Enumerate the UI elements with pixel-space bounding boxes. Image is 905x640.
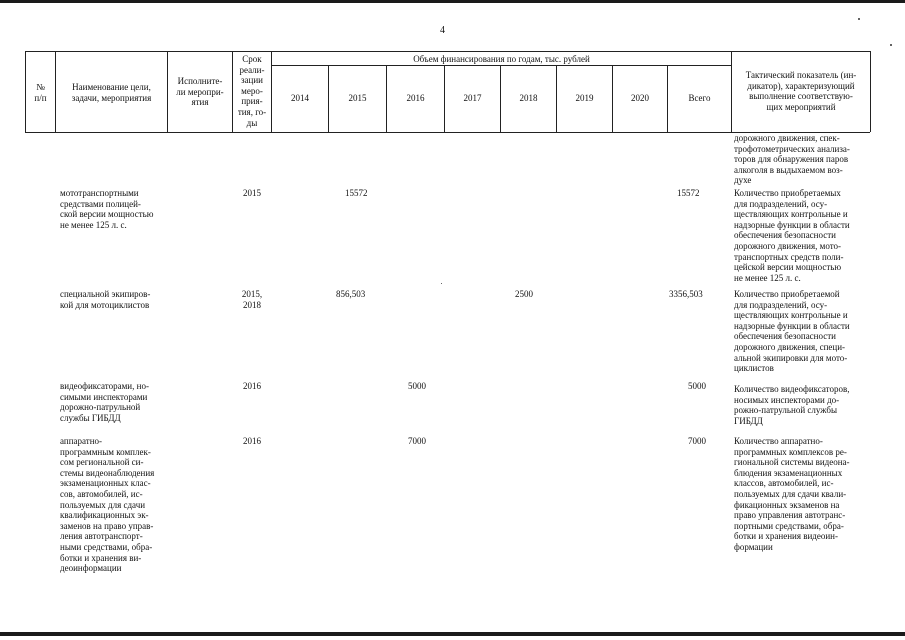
row-term: 2015, 2018 xyxy=(241,289,263,310)
header-year: 2014 xyxy=(291,93,309,103)
header-funding: Объем финансирования по годам, тыс. рублей xyxy=(413,54,590,64)
header-year: 2018 xyxy=(519,93,538,103)
header-indicator: Тактический показатель (ин- дикатор), характеризующий выполнение соответствую- щих мероприятий xyxy=(745,70,857,112)
scan-bottom-border xyxy=(0,632,905,636)
scan-speck xyxy=(441,283,442,284)
row-term: 2016 xyxy=(243,436,261,446)
row-indicator: Количество аппаратно- программных комплексов ре- гиональной системы видеона- блюдения экзаменационных классов, автомобилей, ис- пользуемых для сдачи квали- фикационных экзаменов на право управления автотранс- портными средствами, обра- ботки и хранения видеоин- формации xyxy=(734,436,850,552)
header-year: 2019 xyxy=(575,93,594,103)
row-indicator: Количество видеофиксаторов, носимых инспекторами до- рожно-патрульной службы ГИБДД xyxy=(734,384,850,426)
header-year: 2017 xyxy=(463,93,482,103)
row-name: видеофиксаторами, но- симыми инспекторами дорожно-патрульной службы ГИБДД xyxy=(60,381,149,423)
row-indicator: Количество приобретаемой для подразделений, осу- ществляющих контрольные и надзорные функции в области обеспечения безопасности дорожного движения, специ- альной экипировки для мото- циклистов xyxy=(734,289,850,374)
row-value-2015: 856,503 xyxy=(336,289,366,299)
row-total: 15572 xyxy=(677,188,700,198)
carryover-indicator-text: дорожного движения, спек- трофотометрических анализа- торов для обнаружения паров алкоголя в выдыхаемом воз- духе xyxy=(734,133,850,186)
row-value-2018: 2500 xyxy=(515,289,533,299)
row-indicator: Количество приобретаемых для подразделений, осу- ществляющих контрольные и надзорные функции в области обеспечения безопасности дорожного движения, мото- транспортных средств поли- цейской версии мощностью не менее 125 л. с. xyxy=(734,188,850,283)
header-year: 2015 xyxy=(348,93,367,103)
header-year: 2016 xyxy=(406,93,425,103)
row-name: мототранспортными средствами полицей- ской версии мощностью не менее 125 л. с. xyxy=(60,188,154,230)
row-value-2016: 5000 xyxy=(408,381,426,391)
header-total: Всего xyxy=(688,93,711,103)
header-term: Срок реали- зации меро- прия- тия, го- ды xyxy=(237,54,267,128)
scan-speck xyxy=(858,18,860,20)
row-term: 2015 xyxy=(243,188,261,198)
row-total: 3356,503 xyxy=(669,289,703,299)
header-executor: Исполните- ли меропри- ятия xyxy=(176,76,224,108)
scan-speck xyxy=(890,44,892,46)
header-year: 2020 xyxy=(631,93,649,103)
page-number: 4 xyxy=(440,25,445,36)
header-name: Наименование цели, задачи, мероприятия xyxy=(71,82,152,103)
row-value-2015: 15572 xyxy=(345,188,368,198)
row-total: 7000 xyxy=(688,436,706,446)
header-number: № п/п xyxy=(34,82,47,103)
row-name: специальной экипиров- кой для мотоциклистов xyxy=(60,289,151,310)
row-term: 2016 xyxy=(243,381,261,391)
scan-top-border xyxy=(0,0,905,3)
row-value-2016: 7000 xyxy=(408,436,426,446)
row-total: 5000 xyxy=(688,381,706,391)
row-name: аппаратно- программным комплек- сом региональной си- стемы видеонаблюдения экзаменационных клас- сов, автомобилей, ис- пользуемых для сдачи квалификационных эк- заменов на право управ- ления автотранспорт- ными средствами, обра- ботки и хранения ви- деоинформации xyxy=(60,436,155,574)
